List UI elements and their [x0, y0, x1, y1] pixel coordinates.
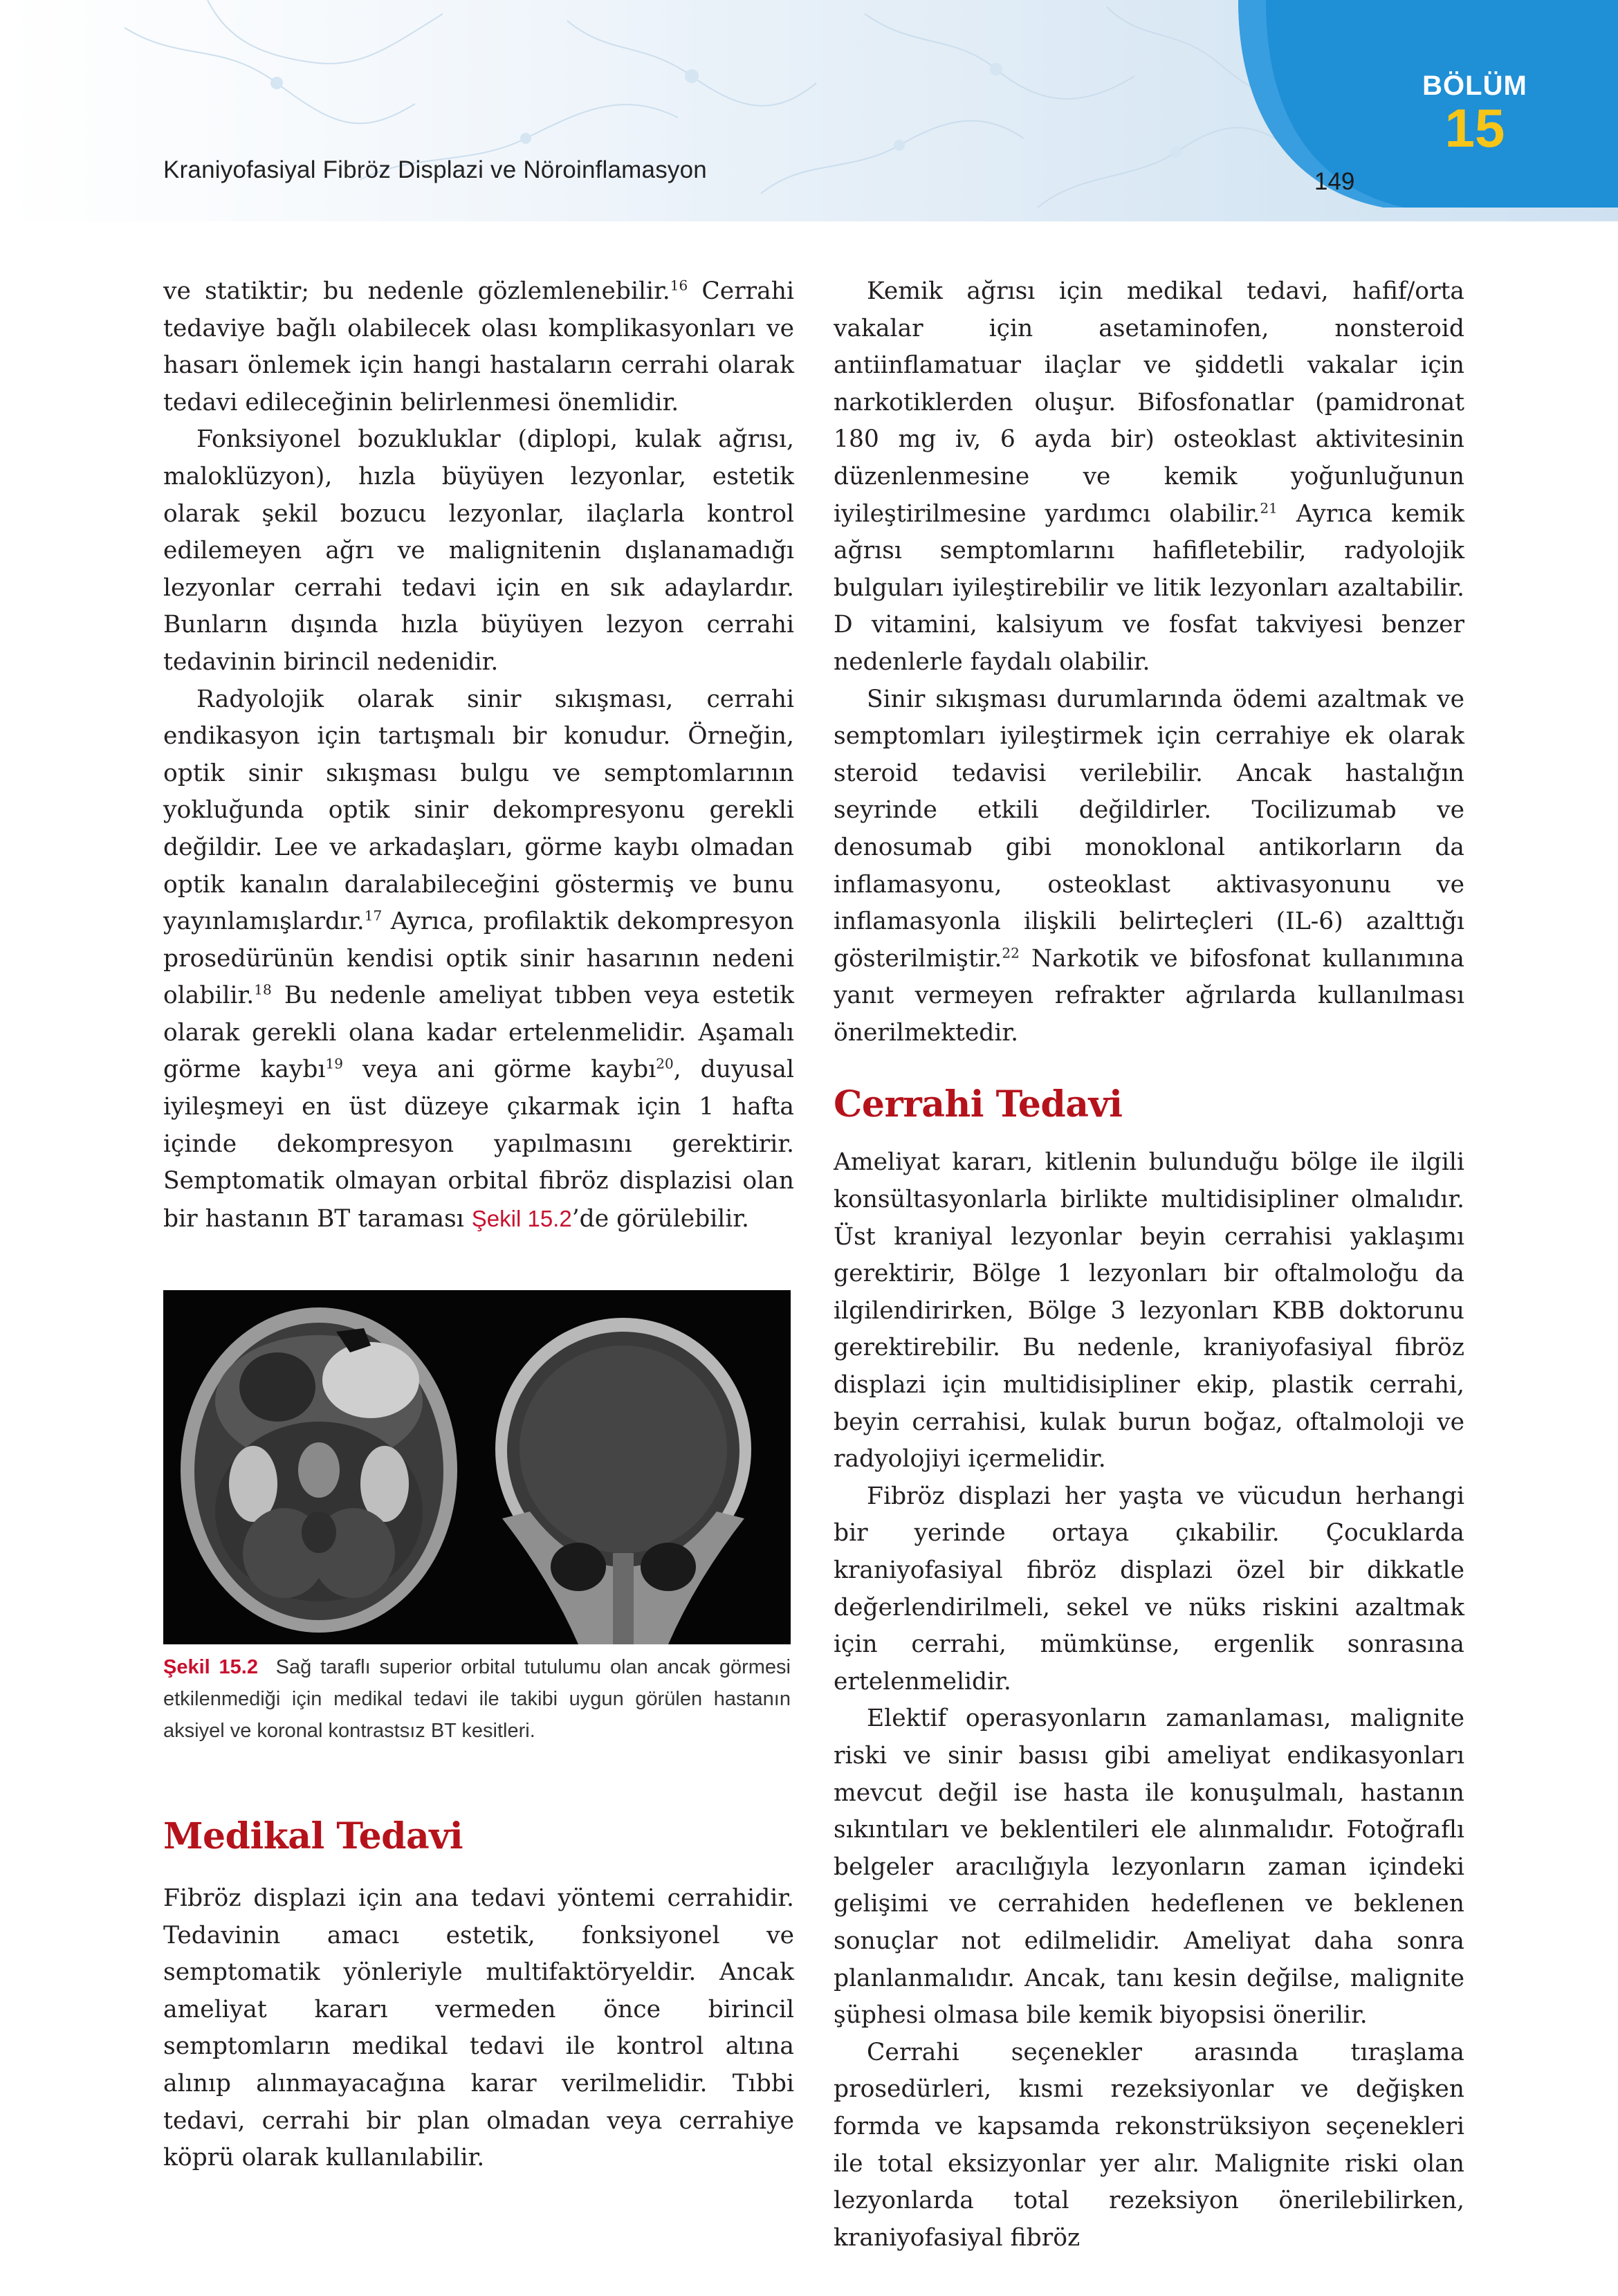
left-column-upper [163, 273, 794, 1238]
paragraph: Ameliyat kararı, kitlenin bulunduğu bölge ile ilgili konsültasyonlarla birlikte multidisipliner olmalıdır. Üst kraniyal lezyonlar beyin cerrahisi yaklaşımı gerektirir, Bölge 1 lezyonları bir oftalmoloğu da ilgilendirirken, Bölge 3 lezyonları KBB doktorunu gerektirebilir. Bu nedenle, kraniyofasiyal fibröz displazi için multidisipliner ekip, plastik cerrahi, beyin cerrahisi, kulak burun boğaz, oftalmoloji ve radyolojiyi içermelidir. [834, 1148, 1464, 1473]
chapter-tab-shape [0, 0, 1618, 221]
paragraph: Sinir sıkışması durumlarında ödemi azaltmak ve semptomları iyileştirmek için cerrahiye ek olarak steroid tedavisi verilebilir. Ancak hastalığın seyrinde etkili değildirler. Tocilizumab ve denosumab gibi monoklonal antikorların da inflamasyonu, osteoklast aktivasyonunu ve inflamasyonla ilişkili belirteçleri (IL-6) azalttığı gösterilmiştir.$^{22}$ Narkotik ve bifosfonat kullanımına yanıt vermeyen refrakter ağrılarda kullanılması önerilmektedir. [834, 685, 1464, 1047]
citation-ref: 17 [364, 907, 383, 924]
citation-ref: 19 [325, 1055, 343, 1072]
citation-ref: 20 [656, 1055, 674, 1072]
citation-ref: 22 [1002, 944, 1020, 962]
paragraph: Fibröz displazi her yaşta ve vücudun herhangi bir yerinde ortaya çıkabilir. Çocuklarda kraniyofasiyal fibröz displazi özel bir dikkatle değerlendirilmeli, sekel ve nüks riskini azaltmak için cerrahi, mümkünse, ergenlik sonrasına ertelenmelidir. [834, 1482, 1464, 1696]
right-column [834, 273, 1464, 2257]
figure-caption [163, 1651, 791, 1747]
caption-text: Sağ taraflı superior orbital tutulumu olan ancak görmesi etkilenmediği için medikal tedavi ile takibi uygun görülen hastanın aksiyel ve koronal kontrastsız BT kesitleri. [163, 1656, 791, 1742]
paragraph: Fibröz displazi için ana tedavi yöntemi cerrahidir. Tedavinin amacı estetik, fonksiyonel ve semptomatik yönleriyle multifaktöryeldir. Ancak ameliyat kararı vermeden önce birincil semptomların medikal tedavi ile kontrol altına alınıp alınmayacağına karar verilmelidir. Tıbbi tedavi, cerrahi bir plan olmadan veya cerrahiye köprü olarak kullanılabilir. [163, 1884, 794, 2172]
paragraph: Elektif operasyonların zamanlaması, malignite riski ve sinir basısı gibi ameliyat endikasyonları mevcut değil ise hasta ile konuşulmalı, hastanın sıkıntıları ve beklentileri ele alınmalıdır. Fotoğraflı belgeler aracılığıyla lezyonların zaman içindeki gelişimi ve cerrahiden hedeflenen ve beklenen sonuçlar not edilmelidir. Ameliyat daha sonra planlanmalıdır. Ancak, tanı kesin değilse, malignite şüphesi olmasa bile kemik biyopsisi önerilir. [834, 1705, 1464, 2030]
paragraph: Cerrahi seçenekler arasında tıraşlama prosedürleri, kısmi rezeksiyonlar ve değişken formda ve kapsamda rekonstrüksiyon seçenekleri ile total eksizyonlar yer alır. Malignite riski olan lezyonlarda total rezeksiyon önerilebilirken, kraniyofasiyal fibröz [834, 2038, 1464, 2252]
paragraph: Radyolojik olarak sinir sıkışması, cerrahi endikasyon için tartışmalı bir konudur. Örneğin, optik sinir sıkışması bulgu ve semptomlarının yokluğunda optik sinir dekompresyonu gerekli değildir. Lee ve arkadaşları, görme kaybı olmadan optik kanalın daralabileceğini göstermiş ve bunu yayınlamışlardır.$^{17}$ Ayrıca, profilaktik dekompresyon prosedürünün kendisi optik sinir hasarının nedeni olabilir.$^{18}$ Bu nedenle ameliyat tıbben veya estetik olarak gerekli olana kadar ertelenmelidir. Aşamalı görme kaybı$^{19}$ veya ani görme kaybı$^{20}$, duyusal iyileşmeyi en üst düzeye çıkarmak için 1 hafta içinde dekompresyon yapılmasını gerektirir. Semptomatik olmayan orbital fibröz displazisi olan bir hastanın BT taraması Şekil 15.2’de görülebilir. [163, 685, 795, 1233]
figure-reference-link[interactable]: Şekil 15.2 [471, 1205, 572, 1231]
paragraph: Fonksiyonel bozukluklar (diplopi, kulak ağrısı, maloklüzyon), hızla büyüyen lezyonlar, estetik olarak şekil bozucu lezyonlar, ilaçlarla kontrol edilemeyen ağrı ve malignitenin dışlanamadığı lezyonlar cerrahi tedavi için en sık adaylardır. Bunların dışında hızla büyüyen lezyon cerrahi tedavinin birincil nedenidir. [163, 425, 794, 676]
chapter-number: 15 [1444, 98, 1505, 158]
running-title: Kraniyofasiyal Fibröz Displazi ve Nöroinflamasyon [163, 156, 707, 183]
ct-scan-images [163, 1290, 791, 1644]
paragraph: ve statiktir; bu nedenle gözlemlenebilir.$^{16}$ Cerrahi tedaviye bağlı olabilecek olası komplikasyonları ve hasarı önlemek için hangi hastaların cerrahi olarak tedavi edileceğinin belirlenmesi önemlidir. [163, 277, 794, 416]
citation-ref: 16 [670, 277, 688, 294]
figure-ct-scans [163, 1290, 791, 1644]
section-heading-medikal-tedavi: Medikal Tedavi [163, 1815, 463, 1857]
left-column-lower [163, 1812, 794, 2177]
paragraph: Kemik ağrısı için medikal tedavi, hafif/orta vakalar için asetaminofen, nonsteroid antiinflamatuar ilaçlar ve şiddetli vakalar için narkotiklerden oluşur. Bifosfonatlar (pamidronat 180 mg iv, 6 ayda bir) osteoklast aktivitesinin düzenlenmesine ve kemik yoğunluğunun iyileştirilmesine yardımcı olabilir.$^{21}$ Ayrıca kemik ağrısı semptomlarını hafifletebilir, radyolojik bulguları iyileştirebilir ve litik lezyonları azaltabilir. D vitamini, kalsiyum ve fosfat takviyesi benzer nedenlerle faydalı olabilir. [834, 277, 1464, 676]
caption-label: Şekil 15.2 [163, 1656, 258, 1678]
page-number: 149 [1314, 168, 1355, 195]
chapter-label: BÖLÜM [1422, 71, 1527, 101]
citation-ref: 18 [254, 981, 272, 998]
axial-ct-image [181, 1307, 457, 1633]
section-heading-cerrahi-tedavi: Cerrahi Tedavi [834, 1083, 1123, 1126]
citation-ref: 21 [1260, 499, 1278, 517]
